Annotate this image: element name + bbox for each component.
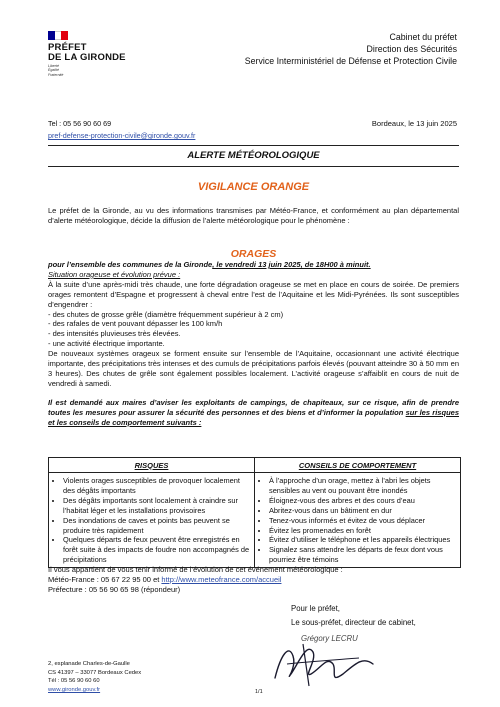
footer-address <box>48 660 141 694</box>
handwritten-signature <box>263 634 413 692</box>
vigilance-level: VIGILANCE ORANGE <box>197 181 310 193</box>
advice-item-4: • Tenez-vous informés et évitez de vous déplacer <box>269 516 456 526</box>
republic-flag-icon <box>48 31 68 40</box>
closing-line: Il vous appartient de vous tenir informé de l’évolution de cet événement météorologique : <box>48 565 343 574</box>
page-number: 1/1 <box>255 689 263 695</box>
footer-line-2: CS 41397 – 33077 Bordeaux Cedex <box>48 669 142 676</box>
situation-item-1: - des chutes de grosse grêle (diamètre fréquemment supérieur à 2 cm) <box>48 309 284 319</box>
footer-line-1: 2, esplanade Charles-de-Gaulle <box>48 661 130 667</box>
situation-paragraph-2: De nouveaux systèmes orageux se forment ensuite sur l’ensemble de l’Aquitaine, occasionnant une activité électrique importante, des précipitations très intenses et des cumuls de précipitations parfois élevés (pouvant atteindre 30 à 50 mm en 3 heures). Des chutes de grêle sont également possibles localement. L’activité orageuse s’affaiblit en cours de nuit de vendredi à samedi. <box>48 349 459 388</box>
meteo-prefix: Météo-France : 05 67 22 95 00 et <box>48 574 162 584</box>
advice-item-2: • Éloignez-vous des arbres et des cours d’eau <box>269 496 456 506</box>
flag-red-stripe <box>61 31 68 40</box>
sender-header <box>245 31 457 67</box>
footer-website-link[interactable]: www.gironde.gouv.fr <box>48 686 101 693</box>
risks-column-header: RISQUES <box>49 458 255 473</box>
email-link[interactable]: pref-defense-protection-civile@gironde.gouv.fr <box>48 131 196 140</box>
signatory-name: Grégory LECRU <box>301 634 358 643</box>
logo-line-1: PRÉFET <box>48 42 87 53</box>
document-date: Bordeaux, le 13 juin 2025 <box>371 119 457 128</box>
situation-paragraph-1: À la suite d’une après-midi très chaude, une forte dégradation orageuse se met en place en cours de soirée. De premiers orages remontent d’Espagne et progressent à cheval entre l’est de l’Aquitaine et les Midi-Pyrénées. Ils sont susceptibles d’engendrer : <box>48 279 459 309</box>
meteo-france-line <box>48 575 459 585</box>
risks-advice-table <box>48 457 461 568</box>
table-header-row <box>49 458 461 473</box>
signature-line-1: Pour le préfet, <box>291 604 340 613</box>
advice-item-5: • Évitez les promenades en forêt <box>269 526 456 536</box>
logo-motto <box>48 64 63 77</box>
logo-line-2: DE LA GIRONDE <box>48 52 126 63</box>
advice-item-7: • Signalez sans attendre les départs de feux dont vous pourriez être témoins <box>269 545 456 565</box>
flag-white-stripe <box>55 31 62 40</box>
closing-block <box>48 565 459 595</box>
request-main: Il est demandé aux maires d’aviser les exploitants de campings, de chapiteaux, sur ce risque, afin de prendre toutes les mesures pour assurer la sécurité des personnes et des biens et d’informer la population <box>48 397 459 417</box>
table-row <box>49 473 461 568</box>
advice-cell <box>255 473 461 568</box>
situation-item-4: - une activité électrique importante. <box>48 339 165 349</box>
risks-list <box>51 476 250 565</box>
motto-2: Égalité <box>48 68 59 73</box>
mayors-request <box>48 398 459 428</box>
situation-heading: Situation orageuse et évolution prévue : <box>48 269 181 279</box>
risk-item-1: • Violents orages susceptibles de provoquer localement des dégâts importants <box>63 476 250 496</box>
main-body <box>48 260 459 428</box>
situation-item-3: - des intensités pluvieuses très élevées. <box>48 329 181 339</box>
footer-line-3: Tél : 05 56 90 60 60 <box>48 678 100 685</box>
header-line-2: Direction des Sécurités <box>366 44 457 54</box>
title-rule-bottom <box>48 166 459 167</box>
scope-line <box>48 260 459 270</box>
request-underlined: sur les risques et les conseils de comportement suivants : <box>48 407 459 427</box>
header-line-3: Service Interministériel de Défense et Protection Civile <box>244 56 457 66</box>
signature-line-2: Le sous-préfet, directeur de cabinet, <box>291 617 416 627</box>
intro-paragraph: Le préfet de la Gironde, au vu des informations transmises par Météo-France, et conformément au plan départemental d’alerte météorologique, décide la diffusion de l’alerte météorologique pour le phénomène : <box>48 206 459 226</box>
prefecture-logo-title <box>48 43 126 63</box>
risk-item-4: • Quelques départs de feux peuvent être enregistrés en forêt suite à des impacts de foudre non accompagnés de précipitations <box>63 535 250 565</box>
motto-3: Fraternité <box>48 72 64 77</box>
phone-number: Tel : 05 56 90 60 69 <box>48 119 112 128</box>
risk-item-2: • Des dégâts importants sont localement à craindre sur l’habitat léger et les installations provisoires <box>63 496 250 516</box>
advice-item-6: • Évitez d’utiliser le téléphone et les appareils électriques <box>269 535 456 545</box>
alert-title: ALERTE MÉTÉOROLOGIQUE <box>187 150 320 161</box>
scope-prefix: pour l’ensemble des communes de la Gironde <box>48 260 213 269</box>
advice-item-1: • À l’approche d’un orage, mettez à l’abri les objets sensibles au vent ou pouvant être inondés <box>269 476 456 496</box>
prefecture-line: Préfecture : 05 56 90 65 98 (répondeur) <box>48 584 181 594</box>
advice-column-header: CONSEILS DE COMPORTEMENT <box>255 458 461 473</box>
risk-item-3: • Des inondations de caves et points bas peuvent se produire très rapidement <box>63 516 250 536</box>
header-line-1: Cabinet du préfet <box>389 32 457 42</box>
contact-block <box>48 118 195 142</box>
advice-list <box>257 476 456 565</box>
phenomenon-title: ORAGES <box>230 248 277 260</box>
situation-item-2: - des rafales de vent pouvant dépasser les 100 km/h <box>48 319 223 329</box>
risks-cell <box>49 473 255 568</box>
advice-item-3: • Abritez-vous dans un bâtiment en dur <box>269 506 456 516</box>
motto-1: Liberté <box>48 64 59 68</box>
meteo-france-link[interactable]: http://www.meteofrance.com/accueil <box>161 574 282 584</box>
flag-blue-stripe <box>48 31 55 40</box>
scope-date: , le vendredi 13 juin 2025, de 18H00 à minuit. <box>212 260 371 269</box>
